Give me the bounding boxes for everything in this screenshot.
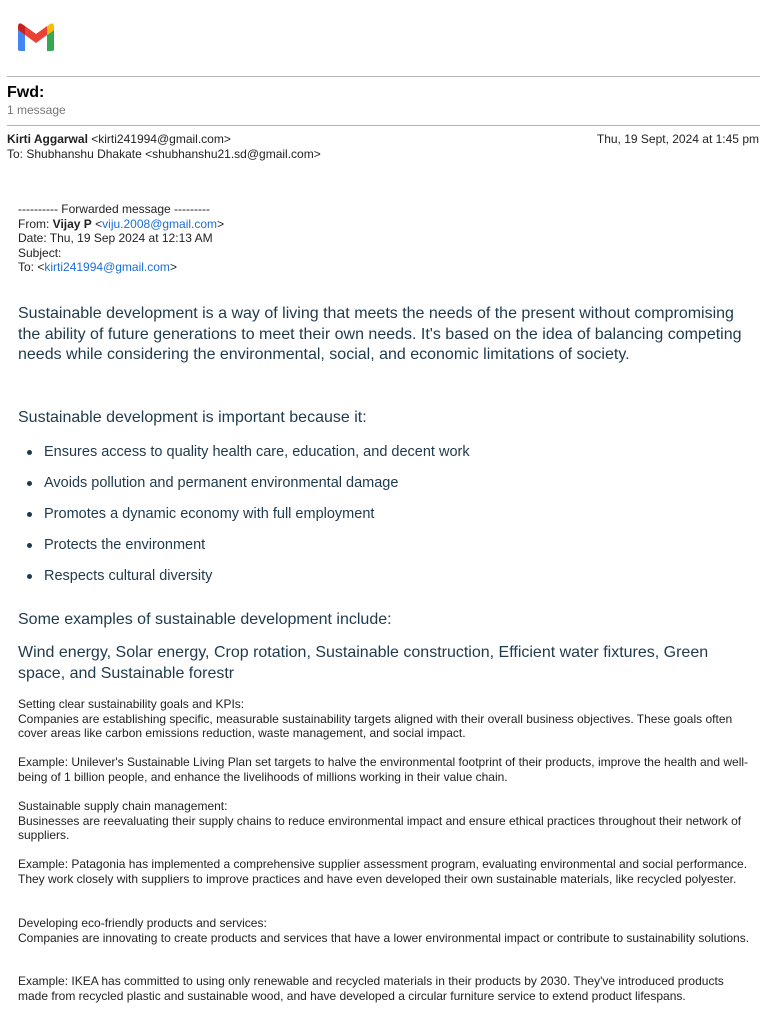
paragraph <box>18 755 753 784</box>
paragraph-text: Companies are establishing specific, measurable sustainability targets aligned with their overall business objectives. These goals often cover areas like carbon emissions reduction, waste management, and social impact. <box>18 711 733 741</box>
paragraph <box>18 857 753 886</box>
subject-divider <box>7 125 760 126</box>
forwarded-header <box>18 202 224 275</box>
paragraph <box>18 799 753 843</box>
from-label: From: <box>18 216 53 231</box>
list-item: Promotes a dynamic economy with full employment <box>18 505 738 536</box>
importance-list <box>18 443 738 598</box>
paragraph-title: Sustainable supply chain management: <box>18 799 228 813</box>
list-item: Avoids pollution and permanent environmental damage <box>18 474 738 505</box>
paragraph-text: Businesses are reevaluating their supply chains to reduce environmental impact and ensure ethical practices throughout their network of suppliers. <box>18 813 742 843</box>
forwarded-subject: Subject: <box>18 245 62 260</box>
email-date: Thu, 19 Sept, 2024 at 1:45 pm <box>596 132 759 146</box>
intro-paragraph: Sustainable development is a way of living that meets the needs of the present without compromising the ability of future generations to meet their own needs. It's based on the idea of balancing competing needs while considering the environmental, social, and economic limitations of society. <box>18 305 742 363</box>
paragraph-text: Example: IKEA has committed to using only renewable and recycled materials in their products by 2030. They've introduced products made from recycled plastic and sustainable wood, and have developed a circular furniture service to extend product lifespans. <box>18 974 724 1003</box>
from-name: Vijay P <box>52 216 92 231</box>
paragraph-text: Companies are innovating to create products and services that have a lower environmental impact or contribute to sustainability solutions. <box>18 930 750 945</box>
header-divider <box>7 76 760 77</box>
sender-email: <kirti241994@gmail.com> <box>91 132 231 146</box>
paragraph <box>18 697 753 741</box>
recipient-line: To: Shubhanshu Dhakate <shubhanshu21.sd@gmail.com> <box>7 147 321 161</box>
to-label: To: <box>18 260 38 275</box>
list-item: Protects the environment <box>18 536 738 567</box>
from-email-link[interactable]: viju.2008@gmail.com <box>102 216 218 231</box>
list-item: Ensures access to quality health care, education, and decent work <box>18 443 738 474</box>
important-heading: Sustainable development is important because it: <box>18 409 367 426</box>
gmail-logo-icon <box>16 22 56 52</box>
paragraph <box>18 916 753 945</box>
message-count: 1 message <box>7 103 66 117</box>
forwarded-title: ---------- Forwarded message --------- <box>18 202 210 216</box>
paragraph-title: Setting clear sustainability goals and KPIs: <box>18 697 245 711</box>
forwarded-from: From: Vijay P <viju.2008@gmail.com> <box>18 216 225 231</box>
paragraph-text: Example: Patagonia has implemented a comprehensive supplier assessment program, evaluating environmental and social performance. They work closely with suppliers to improve practices and have even developed their own sustainable materials, like recycled polyester. <box>18 857 748 886</box>
sender-name: Kirti Aggarwal <box>7 132 88 146</box>
forwarded-date: Date: Thu, 19 Sep 2024 at 12:13 AM <box>18 231 213 246</box>
to-email-link[interactable]: kirti241994@gmail.com <box>44 260 170 275</box>
list-item: Respects cultural diversity <box>18 567 738 598</box>
paragraph <box>18 974 753 1003</box>
paragraph-text: Example: Unilever's Sustainable Living Plan set targets to halve the environmental footprint of their products, improve the health and well-being of 1 billion people, and enhance the livelihoods of millions working in their value chain. <box>18 755 749 784</box>
email-subject: Fwd: <box>7 84 45 101</box>
sender-line <box>7 132 231 147</box>
forwarded-to: To: <kirti241994@gmail.com> <box>18 260 177 275</box>
paragraph-title: Developing eco-friendly products and services: <box>18 916 267 930</box>
examples-list: Wind energy, Solar energy, Crop rotation, Sustainable construction, Efficient water fixtures, Green space, and Sustainable forestr <box>18 644 709 682</box>
examples-heading: Some examples of sustainable development include: <box>18 611 392 628</box>
